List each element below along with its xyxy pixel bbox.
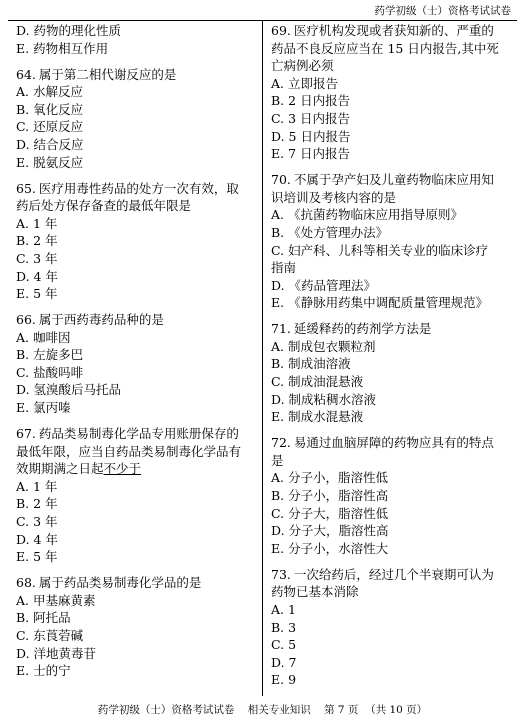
option-e: E. 氯丙嗪	[16, 400, 71, 416]
option-d: D. 氢溴酸后马托品	[16, 382, 122, 398]
column-divider	[262, 20, 263, 696]
option-line: D. 药物的理化性质	[16, 23, 122, 38]
question-64	[16, 66, 256, 172]
option-d: D. 7	[271, 654, 297, 670]
option-e: E. 5 年	[16, 286, 58, 302]
carryover-options	[16, 22, 256, 57]
option-a: A. 甲基麻黄素	[16, 592, 96, 608]
question-stem-cont: 亡病例必须	[271, 58, 334, 74]
option-c: C. 妇产科、儿科等相关专业的临床诊疗	[271, 242, 489, 258]
underlined-phrase: 不少于	[103, 461, 142, 477]
option-line: E. 药物相互作用	[16, 40, 109, 56]
page-footer	[0, 704, 525, 717]
question-65	[16, 180, 256, 303]
question-68	[16, 574, 256, 680]
option-e: E. 士的宁	[16, 663, 71, 679]
option-c: C. 5	[271, 637, 297, 653]
option-e: E. 制成水混悬液	[271, 409, 364, 425]
option-b: B. 分子小，脂溶性高	[271, 488, 389, 504]
footer-total-pages: （共 10 页）	[365, 704, 428, 716]
option-b: B. 2 年	[16, 496, 58, 512]
option-a: A. 分子小，脂溶性低	[271, 470, 389, 486]
question-stem-cont: 效期期满之日起不少于	[16, 461, 142, 477]
page-header: 药学初级（士）资格考试试卷	[374, 5, 511, 17]
question-stem-cont: 药品不良反应应当在 15 日内报告,其中死	[271, 40, 499, 56]
question-69	[271, 22, 517, 163]
question-stem: 70. 不属于孕产妇及儿童药物临床应用知	[271, 172, 494, 188]
option-c: C. 3 年	[16, 250, 58, 266]
option-e: E. 《静脉用药集中调配质量管理规范》	[271, 295, 489, 311]
option-c: C. 3 年	[16, 514, 58, 529]
option-e: E. 5 年	[16, 549, 58, 565]
option-a: A. 1 年	[16, 478, 58, 494]
option-e: E. 9	[271, 672, 297, 688]
question-stem: 73. 一次给药后，经过几个半衰期可认为	[271, 566, 494, 582]
option-b: B. 阿托品	[16, 610, 71, 626]
option-b: B. 《处方管理办法》	[271, 224, 389, 240]
option-c: C. 分子大，脂溶性低	[271, 505, 389, 521]
question-70	[271, 171, 517, 312]
option-d: D. 结合反应	[16, 136, 84, 152]
left-column	[16, 22, 256, 680]
question-67	[16, 425, 256, 566]
option-c: C. 制成油混悬液	[271, 374, 364, 390]
option-a: A. 1 年	[16, 215, 58, 231]
option-d: D. 制成粘稠水溶液	[271, 391, 377, 407]
footer-exam-title: 药学初级（士）资格考试试卷	[97, 704, 235, 716]
question-stem: 64. 属于第二相代谢反应的是	[16, 66, 177, 82]
option-b: B. 左旋多巴	[16, 347, 84, 363]
question-stem: 67. 药品类易制毒化学品专用账册保存的	[16, 426, 239, 442]
question-stem: 72. 易通过血脑屏障的药物应具有的特点	[271, 435, 494, 451]
question-stem-cont: 药物已基本消除	[271, 584, 359, 600]
right-column	[271, 22, 517, 689]
option-c: C. 东莨菪碱	[16, 627, 84, 643]
option-a: A. 《抗菌药物临床应用指导原则》	[271, 207, 464, 223]
option-a: A. 立即报告	[271, 75, 339, 91]
option-e: E. 7 日内报告	[271, 146, 351, 162]
option-d: D. 分子大，脂溶性高	[271, 523, 389, 539]
option-b: B. 2 日内报告	[271, 93, 351, 109]
option-d: D. 5 日内报告	[271, 128, 351, 144]
option-c: C. 3 日内报告	[271, 110, 351, 126]
question-stem-cont: 是	[271, 452, 284, 468]
option-b: B. 制成油溶液	[271, 356, 351, 372]
option-b: B. 3	[271, 619, 297, 635]
option-a: A. 1	[271, 601, 296, 617]
option-d: D. 《药品管理法》	[271, 277, 377, 293]
question-stem-cont: 药后处方保存备查的最低年限是	[16, 198, 192, 214]
option-a: A. 水解反应	[16, 84, 84, 100]
option-b: B. 2 年	[16, 233, 58, 249]
option-c-continuation: 指南	[271, 260, 297, 276]
option-e: E. 脱氨反应	[16, 154, 84, 170]
question-71	[271, 320, 517, 426]
footer-page-number: 第 7 页	[324, 704, 359, 716]
question-stem-cont: 最低年限，应当自药品类易制毒化学品有	[16, 443, 242, 459]
question-stem: 65. 医疗用毒性药品的处方一次有效，取	[16, 180, 239, 196]
question-stem: 68. 属于药品类易制毒化学品的是	[16, 575, 202, 591]
question-stem: 71. 延缓释药的药剂学方法是	[271, 321, 432, 337]
question-66	[16, 311, 256, 417]
question-stem: 69. 医疗机构发现或者获知新的、严重的	[271, 23, 494, 38]
option-e: E. 分子小，水溶性大	[271, 540, 389, 556]
option-d: D. 4 年	[16, 531, 58, 547]
question-73	[271, 566, 517, 689]
option-c: C. 还原反应	[16, 119, 84, 135]
footer-subject: 相关专业知识	[247, 704, 311, 716]
option-a: A. 咖啡因	[16, 329, 71, 345]
option-d: D. 洋地黄毒苷	[16, 645, 97, 661]
question-stem: 66. 属于西药毒药品种的是	[16, 312, 164, 328]
question-stem-cont: 识培训及考核内容的是	[271, 189, 397, 205]
question-72	[271, 434, 517, 557]
option-b: B. 氧化反应	[16, 101, 84, 117]
option-d: D. 4 年	[16, 268, 58, 284]
option-c: C. 盐酸吗啡	[16, 364, 84, 380]
option-a: A. 制成包衣颗粒剂	[271, 338, 376, 354]
